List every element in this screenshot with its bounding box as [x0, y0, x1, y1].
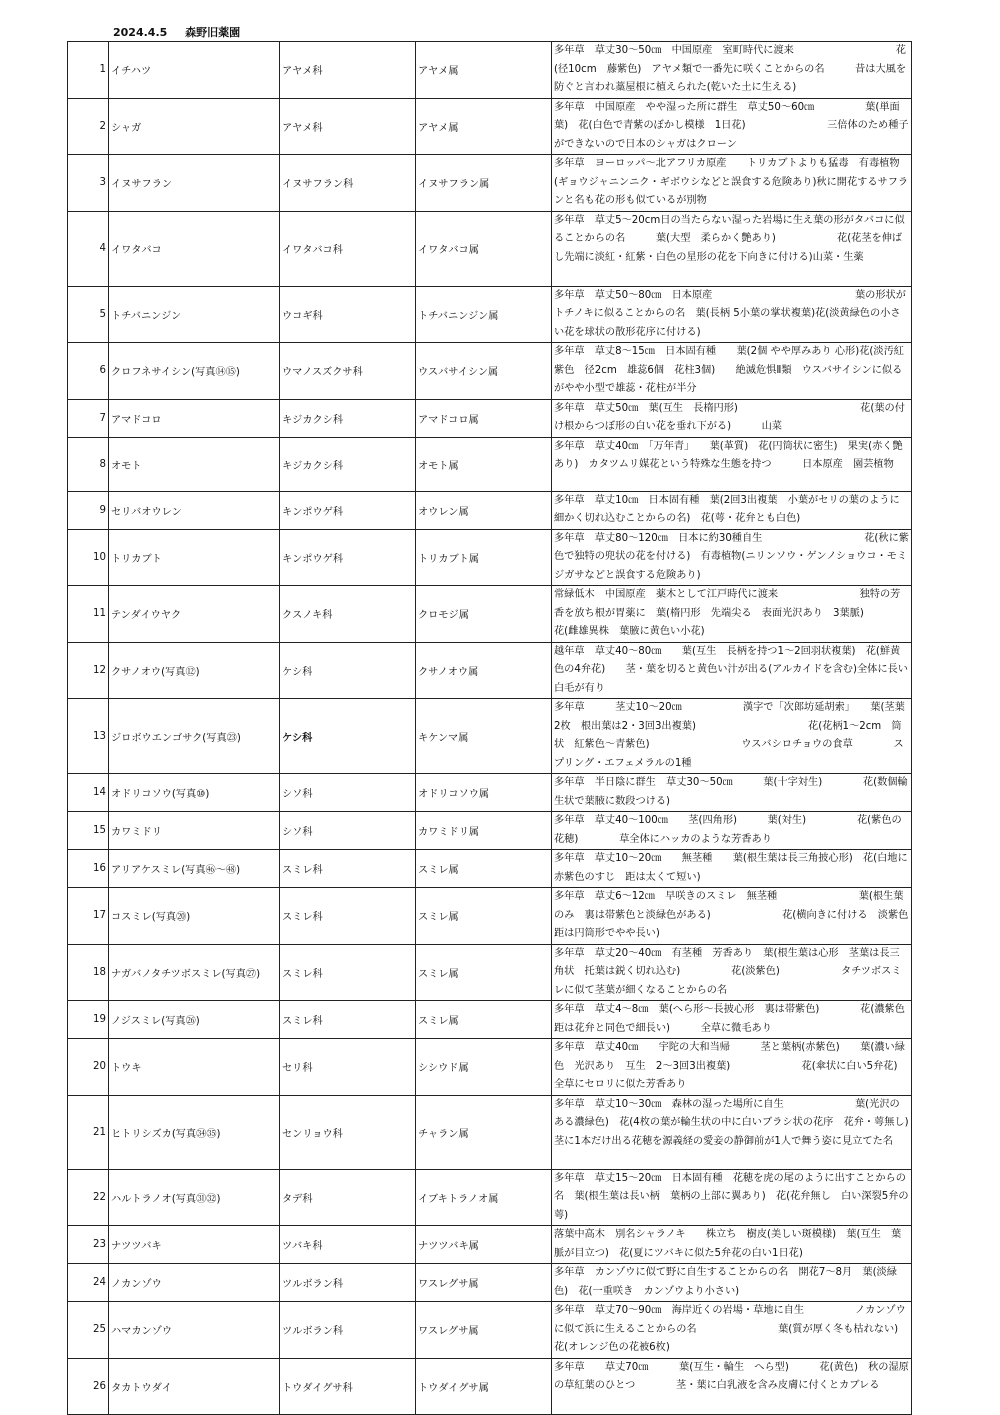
row-number: 18 [68, 944, 109, 1001]
plant-name: ジロボウエンゴサク(写真㉓) [109, 699, 280, 774]
plant-genus: オモト属 [416, 437, 552, 491]
plant-family: タデ科 [280, 1169, 416, 1226]
plant-description: 多年草 中国原産 やや湿った所に群生 草丈50～60㎝ 葉(単面葉) 花(白色で青紫のぼかし模様 1日花) 三倍体のため種子ができないので日本のシャガはクローン [552, 98, 912, 155]
row-number: 8 [68, 437, 109, 491]
plant-family: アヤメ科 [280, 98, 416, 155]
plant-description: 多年草 草丈40～100㎝ 茎(四角形) 葉(対生) 花(紫色の花穂) 草全体にハッカのような芳香あり [552, 812, 912, 850]
plant-name: セリバオウレン [109, 491, 280, 529]
plant-description: 多年草 草丈70～90㎝ 海岸近くの岩場・草地に自生 ノカンゾウに似て浜に生えることからの名 葉(質が厚く冬も枯れない) 花(オレンジ色の花被6枚) [552, 1302, 912, 1359]
plant-name: ヒトリシズカ(写真㉞㉟) [109, 1095, 280, 1169]
plant-genus: スミレ属 [416, 850, 552, 888]
plant-description: 多年草 草丈80～120㎝ 日本に約30種自生 花(秋に紫色で独特の兜状の花を付ける) 有毒植物(ニリンソウ・ゲンノショウコ・モミジガサなどと誤食する危険あり) [552, 529, 912, 586]
table-row [68, 1169, 912, 1226]
table-row [68, 850, 912, 888]
table-row [68, 98, 912, 155]
plant-family: ケシ科 [280, 699, 416, 774]
table-row [68, 1001, 912, 1039]
plant-genus: オウレン属 [416, 491, 552, 529]
table-row [68, 1226, 912, 1264]
plant-name: トリカブト [109, 529, 280, 586]
table-row [68, 491, 912, 529]
plant-genus: オドリコソウ属 [416, 774, 552, 812]
plant-genus: アヤメ属 [416, 98, 552, 155]
table-row [68, 944, 912, 1001]
row-number: 12 [68, 642, 109, 699]
plant-family: アヤメ科 [280, 42, 416, 99]
plant-genus: スミレ属 [416, 888, 552, 945]
plant-name: タカトウダイ [109, 1358, 280, 1414]
plant-description: 多年草 草丈20～40㎝ 有茎種 芳香あり 葉(根生葉は心形 茎葉は長三角状 托葉は鋭く切れ込む) 花(淡紫色) タチツボスミレに似て茎葉が細くなることからの名 [552, 944, 912, 1001]
plant-name: テンダイウヤク [109, 586, 280, 643]
plant-name: ハマカンゾウ [109, 1302, 280, 1359]
plant-family: トウダイグサ科 [280, 1358, 416, 1414]
row-number: 17 [68, 888, 109, 945]
plant-name: ナツツバキ [109, 1226, 280, 1264]
plant-description: 多年草 草丈8～15㎝ 日本固有種 葉(2個 やや厚みあり 心形)花(淡汚紅紫色 径2cm 雄蕊6個 花柱3個) 絶滅危惧Ⅱ類 ウスバサイシンに似るがやや小型で雄蕊・花柱が半分 [552, 343, 912, 400]
table-row [68, 529, 912, 586]
plant-family: キジカクシ科 [280, 437, 416, 491]
header-date: 2024.4.5 [113, 26, 168, 39]
plant-description: 多年草 草丈50㎝ 葉(互生 長楕円形) 花(葉の付け根からつぼ形の白い花を垂れ下がる) 山菜 [552, 399, 912, 437]
plant-description: 多年草 ヨーロッパ～北アフリカ原産 トリカブトよりも猛毒 有毒植物(ギョウジャニンニク・ギボウシなどと誤食する危険あり)秋に開花するサフランと名も花の形も似ているが別物 [552, 155, 912, 212]
plant-family: ウマノスズクサ科 [280, 343, 416, 400]
table-row [68, 211, 912, 286]
plant-name: イチハツ [109, 42, 280, 99]
plant-genus: トチバニンジン属 [416, 286, 552, 343]
plant-family: センリョウ科 [280, 1095, 416, 1169]
table-row [68, 1264, 912, 1302]
table-row [68, 42, 912, 99]
plant-name: オモト [109, 437, 280, 491]
table-row [68, 399, 912, 437]
row-number: 6 [68, 343, 109, 400]
plant-genus: キケンマ属 [416, 699, 552, 774]
plant-genus: ナツツバキ属 [416, 1226, 552, 1264]
plant-genus: ワスレグサ属 [416, 1264, 552, 1302]
plant-name: トチバニンジン [109, 286, 280, 343]
plant-description: 多年草 草丈6～12㎝ 早咲きのスミレ 無茎種 葉(根生葉のみ 裏は帯紫色と淡緑色がある) 花(横向きに付ける 淡紫色 距は円筒形でやや長い) [552, 888, 912, 945]
row-number: 26 [68, 1358, 109, 1414]
row-number: 11 [68, 586, 109, 643]
plant-genus: チャラン属 [416, 1095, 552, 1169]
plant-genus: イブキトラノオ属 [416, 1169, 552, 1226]
plant-name: ノジスミレ(写真㉖) [109, 1001, 280, 1039]
table-row [68, 812, 912, 850]
header-place: 森野旧薬園 [185, 26, 241, 39]
row-number: 9 [68, 491, 109, 529]
table-row [68, 343, 912, 400]
plant-name: ハルトラノオ(写真㉛㉜) [109, 1169, 280, 1226]
plant-family: キンポウゲ科 [280, 529, 416, 586]
row-number: 19 [68, 1001, 109, 1039]
plant-genus: トリカブト属 [416, 529, 552, 586]
plant-table [67, 41, 969, 1415]
row-number: 10 [68, 529, 109, 586]
plant-name: コスミレ(写真⑳) [109, 888, 280, 945]
plant-family: キジカクシ科 [280, 399, 416, 437]
plant-genus: スミレ属 [416, 944, 552, 1001]
plant-genus: シシウド属 [416, 1039, 552, 1096]
table-row [68, 774, 912, 812]
table-row [68, 1095, 912, 1169]
plant-description: 越年草 草丈40～80㎝ 葉(互生 長柄を持つ1～2回羽状複葉) 花(鮮黄色の4弁花) 茎・葉を切ると黄色い汁が出る(アルカイドを含む)全体に長い白毛が有り [552, 642, 912, 699]
plant-name: カワミドリ [109, 812, 280, 850]
plant-family: スミレ科 [280, 888, 416, 945]
plant-name: ナガバノタチツボスミレ(写真㉗) [109, 944, 280, 1001]
plant-genus: イヌサフラン属 [416, 155, 552, 212]
plant-name: アリアケスミレ(写真㊻～㊽) [109, 850, 280, 888]
row-number: 2 [68, 98, 109, 155]
plant-genus: アマドコロ属 [416, 399, 552, 437]
row-number: 1 [68, 42, 109, 99]
plant-family: キンポウゲ科 [280, 491, 416, 529]
plant-description: 多年草 草丈70㎝ 葉(互生・輪生 へら型) 花(黄色) 秋の湿原の草紅葉のひとつ 茎・葉に白乳液を含み皮膚に付くとカブレる [552, 1358, 912, 1414]
plant-description: 多年草 草丈50～80㎝ 日本原産 葉の形状がトチノキに似ることからの名 葉(長柄 5小葉の掌状複葉)花(淡黄緑色の小さい花を球状の散形花序に付ける) [552, 286, 912, 343]
plant-family: ウコギ科 [280, 286, 416, 343]
row-number: 25 [68, 1302, 109, 1359]
plant-name: トウキ [109, 1039, 280, 1096]
plant-description: 多年草 草丈10㎝ 日本固有種 葉(2回3出複葉 小葉がセリの葉のように細かく切れ込むことからの名) 花(萼・花弁とも白色) [552, 491, 912, 529]
row-number: 14 [68, 774, 109, 812]
plant-genus: スミレ属 [416, 1001, 552, 1039]
plant-name: クロフネサイシン(写真⑭⑮) [109, 343, 280, 400]
table-row [68, 586, 912, 643]
plant-family: スミレ科 [280, 944, 416, 1001]
row-number: 15 [68, 812, 109, 850]
plant-name: シャガ [109, 98, 280, 155]
plant-family: クスノキ科 [280, 586, 416, 643]
plant-name: イヌサフラン [109, 155, 280, 212]
table-row [68, 286, 912, 343]
plant-genus: ワスレグサ属 [416, 1302, 552, 1359]
plant-name: ノカンゾウ [109, 1264, 280, 1302]
page-header [113, 24, 254, 40]
plant-family: イヌサフラン科 [280, 155, 416, 212]
row-number: 5 [68, 286, 109, 343]
table-row [68, 155, 912, 212]
plant-genus: イワタバコ属 [416, 211, 552, 286]
plant-family: シソ科 [280, 812, 416, 850]
row-number: 16 [68, 850, 109, 888]
plant-description: 落葉中高木 別名シャラノキ 株立ち 樹皮(美しい斑模様) 葉(互生 葉脈が目立つ) 花(夏にツバキに似た5弁花の白い1日花) [552, 1226, 912, 1264]
plant-description: 常緑低木 中国原産 薬木として江戸時代に渡来 独特の芳香を放ち根が胃薬に 葉(楕円形 先端尖る 表面光沢あり 3葉脈) 花(雌雄異株 葉腋に黄色い小花) [552, 586, 912, 643]
table-row [68, 888, 912, 945]
plant-name: アマドコロ [109, 399, 280, 437]
plant-family: ツバキ科 [280, 1226, 416, 1264]
plant-description: 多年草 草丈10～30㎝ 森林の湿った場所に自生 葉(光沢のある濃緑色) 花(4枚の葉が輪生状の中に白いブラシ状の花序 花弁・萼無し) 茎に1本だけ出る花穂を源義経の愛妾の静御前が1人で舞う姿に見立てた名 [552, 1095, 912, 1169]
plant-table-body [68, 42, 969, 1415]
plant-genus: アヤメ属 [416, 42, 552, 99]
table-row [68, 699, 912, 774]
plant-family: セリ科 [280, 1039, 416, 1096]
plant-family: スミレ科 [280, 1001, 416, 1039]
plant-description: 多年草 草丈10～20㎝ 無茎種 葉(根生葉は長三角披心形) 花(白地に赤紫色のすじ 距は太くて短い) [552, 850, 912, 888]
row-number: 20 [68, 1039, 109, 1096]
plant-genus: トウダイグサ属 [416, 1358, 552, 1414]
table-row [68, 642, 912, 699]
plant-genus: カワミドリ属 [416, 812, 552, 850]
row-number: 23 [68, 1226, 109, 1264]
plant-family: シソ科 [280, 774, 416, 812]
row-number: 24 [68, 1264, 109, 1302]
plant-name: クサノオウ(写真⑫) [109, 642, 280, 699]
row-number: 13 [68, 699, 109, 774]
plant-genus: クサノオウ属 [416, 642, 552, 699]
plant-family: ツルボラン科 [280, 1264, 416, 1302]
plant-family: ツルボラン科 [280, 1302, 416, 1359]
table-row [68, 1302, 912, 1359]
plant-genus: ウスバサイシン属 [416, 343, 552, 400]
plant-description: 多年草 草丈5～20cm日の当たらない湿った岩場に生え葉の形がタバコに似ることからの名 葉(大型 柔らかく艶あり) 花(花茎を伸ばし先端に淡紅・紅紫・白色の星形の花を下向きに付ける)山菜・生薬 [552, 211, 912, 286]
plant-description: 多年草 草丈4～8㎝ 葉(へら形～長披心形 裏は帯紫色) 花(濃紫色 距は花弁と同色で細長い) 全草に微毛あり [552, 1001, 912, 1039]
plant-name: イワタバコ [109, 211, 280, 286]
plant-description: 多年草 カンゾウに似て野に自生することからの名 開花7～8月 葉(淡緑色) 花(一重咲き カンゾウより小さい) [552, 1264, 912, 1302]
row-number: 7 [68, 399, 109, 437]
plant-description: 多年草 茎丈10～20㎝ 漢字で「次郎坊延胡索」 葉(茎葉2枚 根出葉は2・3回3出複葉) 花(花柄1～2cm 筒状 紅紫色～青紫色) ウスバシロチョウの食草 スプリング・エフェメラルの1種 [552, 699, 912, 774]
plant-description: 多年草 草丈40㎝ 宇陀の大和当帰 茎と葉柄(赤紫色) 葉(濃い緑色 光沢あり 互生 2～3回3出複葉) 花(傘状に白い5弁花) 全草にセロリに似た芳香あり [552, 1039, 912, 1096]
row-number: 4 [68, 211, 109, 286]
plant-description: 多年草 半日陰に群生 草丈30～50㎝ 葉(十字対生) 花(数個輪生状で葉腋に数段つける) [552, 774, 912, 812]
plant-description: 多年草 草丈40㎝ 「万年青」 葉(革質) 花(円筒状に密生) 果実(赤く艶あり) カタツムリ媒花という特殊な生態を持つ 日本原産 園芸植物 [552, 437, 912, 491]
plant-description: 多年草 草丈30～50㎝ 中国原産 室町時代に渡来 花(径10cm 藤紫色) アヤメ類で一番先に咲くことからの名 昔は大風を防ぐと言われ藁屋根に植えられた(乾いた土に生える) [552, 42, 912, 99]
plant-family: イワタバコ科 [280, 211, 416, 286]
row-number: 3 [68, 155, 109, 212]
plant-name: オドリコソウ(写真⑩) [109, 774, 280, 812]
table-row [68, 1358, 912, 1414]
plant-genus: クロモジ属 [416, 586, 552, 643]
plant-family: スミレ科 [280, 850, 416, 888]
plant-description: 多年草 草丈15～20㎝ 日本固有種 花穂を虎の尾のように出すことからの名 葉(根生葉は長い柄 葉柄の上部に翼あり) 花(花弁無し 白い深裂5弁の萼) [552, 1169, 912, 1226]
plant-family: ケシ科 [280, 642, 416, 699]
table-row [68, 437, 912, 491]
row-number: 22 [68, 1169, 109, 1226]
table-row [68, 1039, 912, 1096]
row-number: 21 [68, 1095, 109, 1169]
